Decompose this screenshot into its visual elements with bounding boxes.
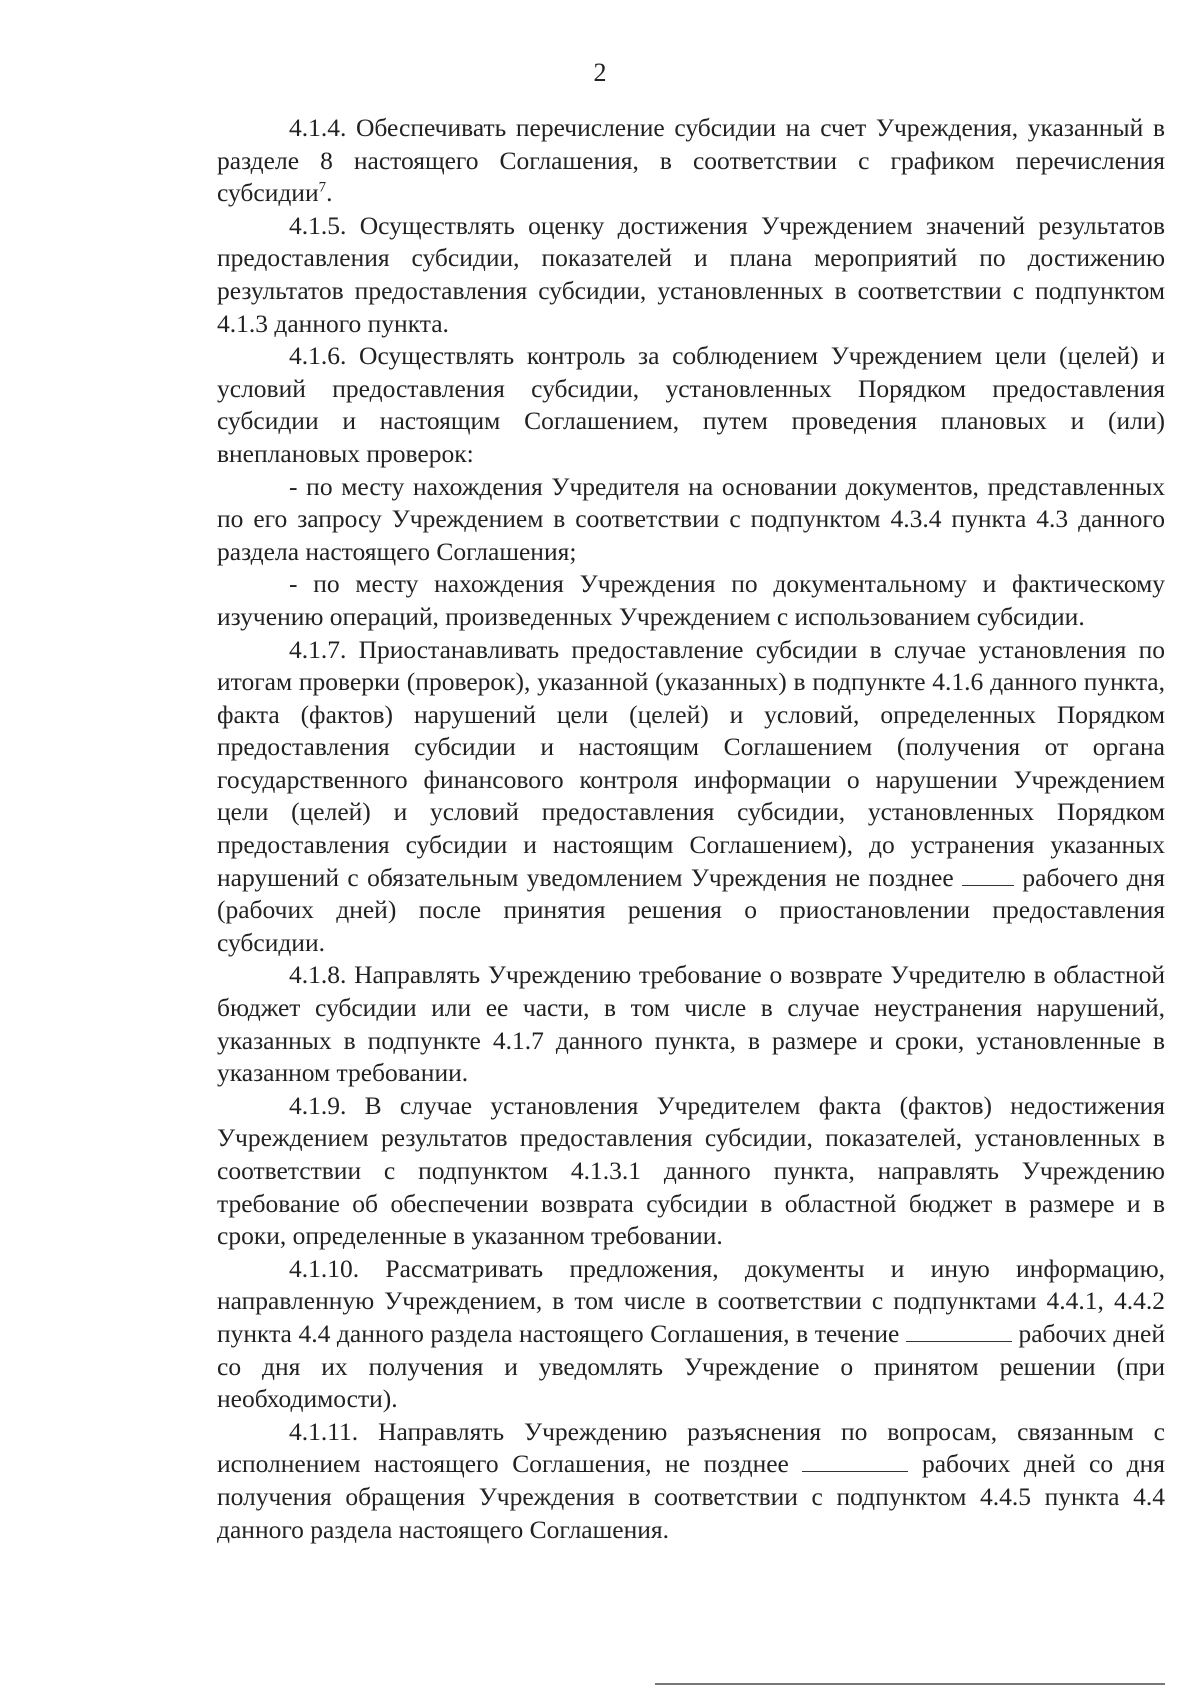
list-item-dash-2: - по месту нахождения Учреждения по документальному и фактическому изучению операций, произведенных Учреждением с использованием субсидии.	[217, 569, 1165, 631]
paragraph-4-1-4	[217, 112, 1165, 210]
paragraph-4-1-9: 4.1.9. В случае установления Учредителем факта (фактов) недостижения Учреждением результатов предоставления субсидии, показателей, установленных в соответствии с подпунктом 4.1.3.1 данного пункта, направлять Учреждению требование об обеспечении возврата субсидии в областной бюджет в размере и в сроки, определенные в указанном требовании.	[217, 1090, 1165, 1251]
paragraph-text-end: .	[326, 178, 333, 208]
paragraph-text-end: рабочих дней со дня получения обращения Учреждения в соответствии с подпунктом 4.4.5 пункта 4.4 данного раздела настоящего Соглашения.	[217, 1449, 1166, 1544]
paragraph-text: 4.1.4. Обеспечивать перечисление субсидии на счет Учреждения, указанный в разделе 8 настоящего Соглашения, в соответствии с графиком перечисления субсидии	[217, 113, 1165, 208]
list-item-dash-1: - по месту нахождения Учредителя на основании документов, представленных по его запросу Учреждением в соответствии с подпунктом 4.3.4 пункта 4.3 данного раздела настоящего Соглашения;	[217, 471, 1165, 566]
blank-field	[962, 865, 1014, 886]
paragraph-4-1-10	[217, 1253, 1165, 1416]
paragraph-text: 4.1.10. Рассматривать предложения, документы и иную информацию, направленную Учреждением, в том числе в соответствии с подпунктами 4.4.1, 4.4.2 пункта 4.4 данного раздела настоящего Соглашения, в течение	[217, 1253, 1165, 1348]
page-number: 2	[593, 58, 607, 87]
blank-field	[802, 1451, 908, 1472]
paragraph-text: 4.1.7. Приостанавливать предоставление субсидии в случае установления по итогам проверки (проверок), указанной (указанных) в подпункте 4.1.6 данного пункта, факта (фактов) нарушений цели (целей) и условий, определенных Порядком предоставления субсидии и настоящим Соглашением (получения от органа государственного финансового контроля информации о нарушении Учреждением цели (целей) и условий предоставления субсидии, установленных Порядком предоставления субсидии и настоящим Соглашением), до устранения указанных нарушений с обязательным уведомлением Учреждения не позднее	[217, 634, 1165, 892]
footer-divider	[655, 1683, 1165, 1685]
paragraph-4-1-8: 4.1.8. Направлять Учреждению требование о возврате Учредителю в областной бюджет субсидии или ее части, в том числе в случае неустранения нарушений, указанных в подпункте 4.1.7 данного пункта, в размере и сроки, установленные в указанном требовании.	[217, 960, 1165, 1088]
paragraph-4-1-5: 4.1.5. Осуществлять оценку достижения Учреждением значений результатов предоставления субсидии, показателей и плана мероприятий по достижению результатов предоставления субсидии, установленных в соответствии с подпунктом 4.1.3 данного пункта.	[217, 210, 1165, 338]
paragraph-text-end: рабочих дней со дня их получения и уведомлять Учреждение о принятом решении (при необходимости).	[217, 1318, 1165, 1414]
paragraph-4-1-6: 4.1.6. Осуществлять контроль за соблюдением Учреждением цели (целей) и условий предоставления субсидии, установленных Порядком предоставления субсидии и настоящим Соглашением, путем проведения плановых и (или) внеплановых проверок:	[217, 341, 1165, 468]
footnote-marker: 7	[318, 179, 327, 196]
document-body	[217, 112, 1165, 1546]
blank-field	[906, 1321, 1012, 1342]
paragraph-4-1-11	[217, 1416, 1165, 1546]
paragraph-4-1-7	[217, 634, 1165, 960]
paragraph-text-end: рабочего дня (рабочих дней) после принятия решения о приостановлении предоставления субсидии.	[217, 862, 1165, 957]
paragraph-text: 4.1.11. Направлять Учреждению разъяснения по вопросам, связанным с исполнением настоящего Соглашения, не позднее	[217, 1416, 1165, 1479]
